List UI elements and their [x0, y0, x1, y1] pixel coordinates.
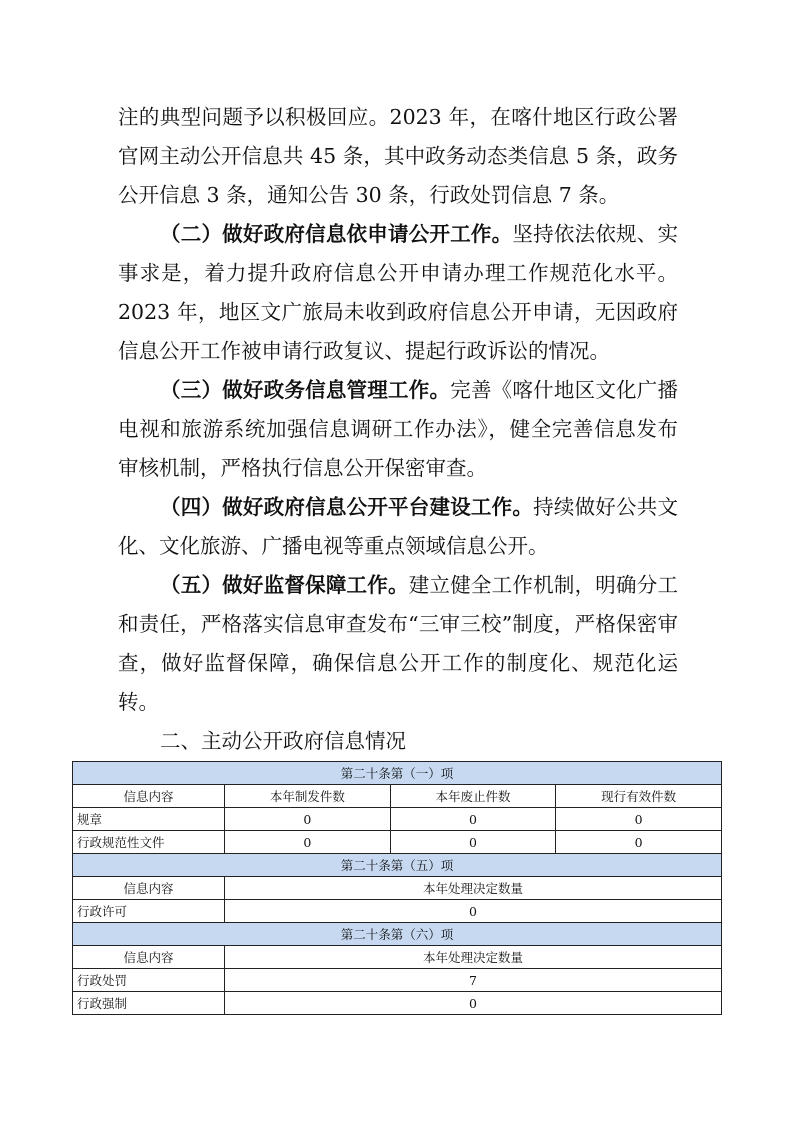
value-cell: 0: [225, 900, 722, 923]
paragraph-2-text: 坚持依法依规、实事求是，着力提升政府信息公开申请办理工作规范化水平。2023 年，地区文广旅局未收到政府信息公开申请，无因政府信息公开工作被申请行政复议、提起行政诉讼的情况。: [118, 222, 679, 363]
table-row: [73, 969, 722, 992]
table-row: [73, 808, 722, 831]
row-label-cell: 规章: [73, 808, 225, 831]
header-cell: 本年废止件数: [390, 785, 556, 808]
paragraph-1-text: 注的典型问题予以积极回应。2023 年，在喀什地区行政公署官网主动公开信息共 45 条，其中政务动态类信息 5 条，政务公开信息 3 条，通知公告 30 条，行政处罚信息 7 条。: [118, 105, 678, 207]
table-header-row: [73, 785, 722, 808]
table-header-row: [73, 946, 722, 969]
value-cell: 0: [225, 831, 391, 854]
paragraph-4-text: 持续做好公共文化、文化旅游、广播电视等重点领域信息公开。: [118, 495, 678, 558]
paragraph-4: [118, 488, 678, 566]
section-band-cell: 第二十条第（一）项: [73, 762, 722, 785]
section-band-row: [73, 923, 722, 946]
header-cell: 信息内容: [73, 785, 225, 808]
paragraph-5-text: 建立健全工作机制，明确分工和责任，严格落实信息审查发布“三审三校”制度，严格保密审查，做好监督保障，确保信息公开工作的制度化、规范化运转。: [118, 573, 678, 714]
value-cell: 7: [225, 969, 722, 992]
row-label-cell: 行政处罚: [73, 969, 225, 992]
row-label-cell: 行政强制: [73, 992, 225, 1015]
header-cell: 信息内容: [73, 877, 225, 900]
section-band-row: [73, 854, 722, 877]
header-cell: 本年处理决定数量: [225, 877, 722, 900]
paragraph-5-lead: （五）做好监督保障工作。: [160, 573, 409, 597]
table-header-row: [73, 877, 722, 900]
table-row: [73, 900, 722, 923]
paragraph-1: [118, 98, 678, 215]
paragraph-3: [118, 371, 678, 488]
header-cell: 本年制发件数: [225, 785, 391, 808]
paragraph-2-lead: （二）做好政府信息依申请公开工作。: [160, 222, 513, 246]
table-row: [73, 992, 722, 1015]
info-table: [72, 761, 722, 1015]
row-label-cell: 行政规范性文件: [73, 831, 225, 854]
section-band-row: [73, 762, 722, 785]
value-cell: 0: [556, 831, 722, 854]
value-cell: 0: [225, 992, 722, 1015]
header-cell: 信息内容: [73, 946, 225, 969]
section-band-cell: 第二十条第（六）项: [73, 923, 722, 946]
body-text: [118, 98, 678, 722]
value-cell: 0: [225, 808, 391, 831]
value-cell: 0: [390, 808, 556, 831]
section-heading: 二、主动公开政府信息情况: [160, 729, 406, 753]
header-cell: 本年处理决定数量: [225, 946, 722, 969]
value-cell: 0: [390, 831, 556, 854]
paragraph-5: [118, 566, 678, 722]
value-cell: 0: [556, 808, 722, 831]
section-band-cell: 第二十条第（五）项: [73, 854, 722, 877]
row-label-cell: 行政许可: [73, 900, 225, 923]
paragraph-3-lead: （三）做好政务信息管理工作。: [160, 378, 451, 402]
table-row: [73, 831, 722, 854]
paragraph-4-lead: （四）做好政府信息公开平台建设工作。: [160, 495, 534, 519]
paragraph-2: [118, 215, 678, 371]
header-cell: 现行有效件数: [556, 785, 722, 808]
paragraph-3-text: 完善《喀什地区文化广播电视和旅游系统加强信息调研工作办法》，健全完善信息发布审核机制，严格执行信息公开保密审查。: [118, 378, 679, 480]
